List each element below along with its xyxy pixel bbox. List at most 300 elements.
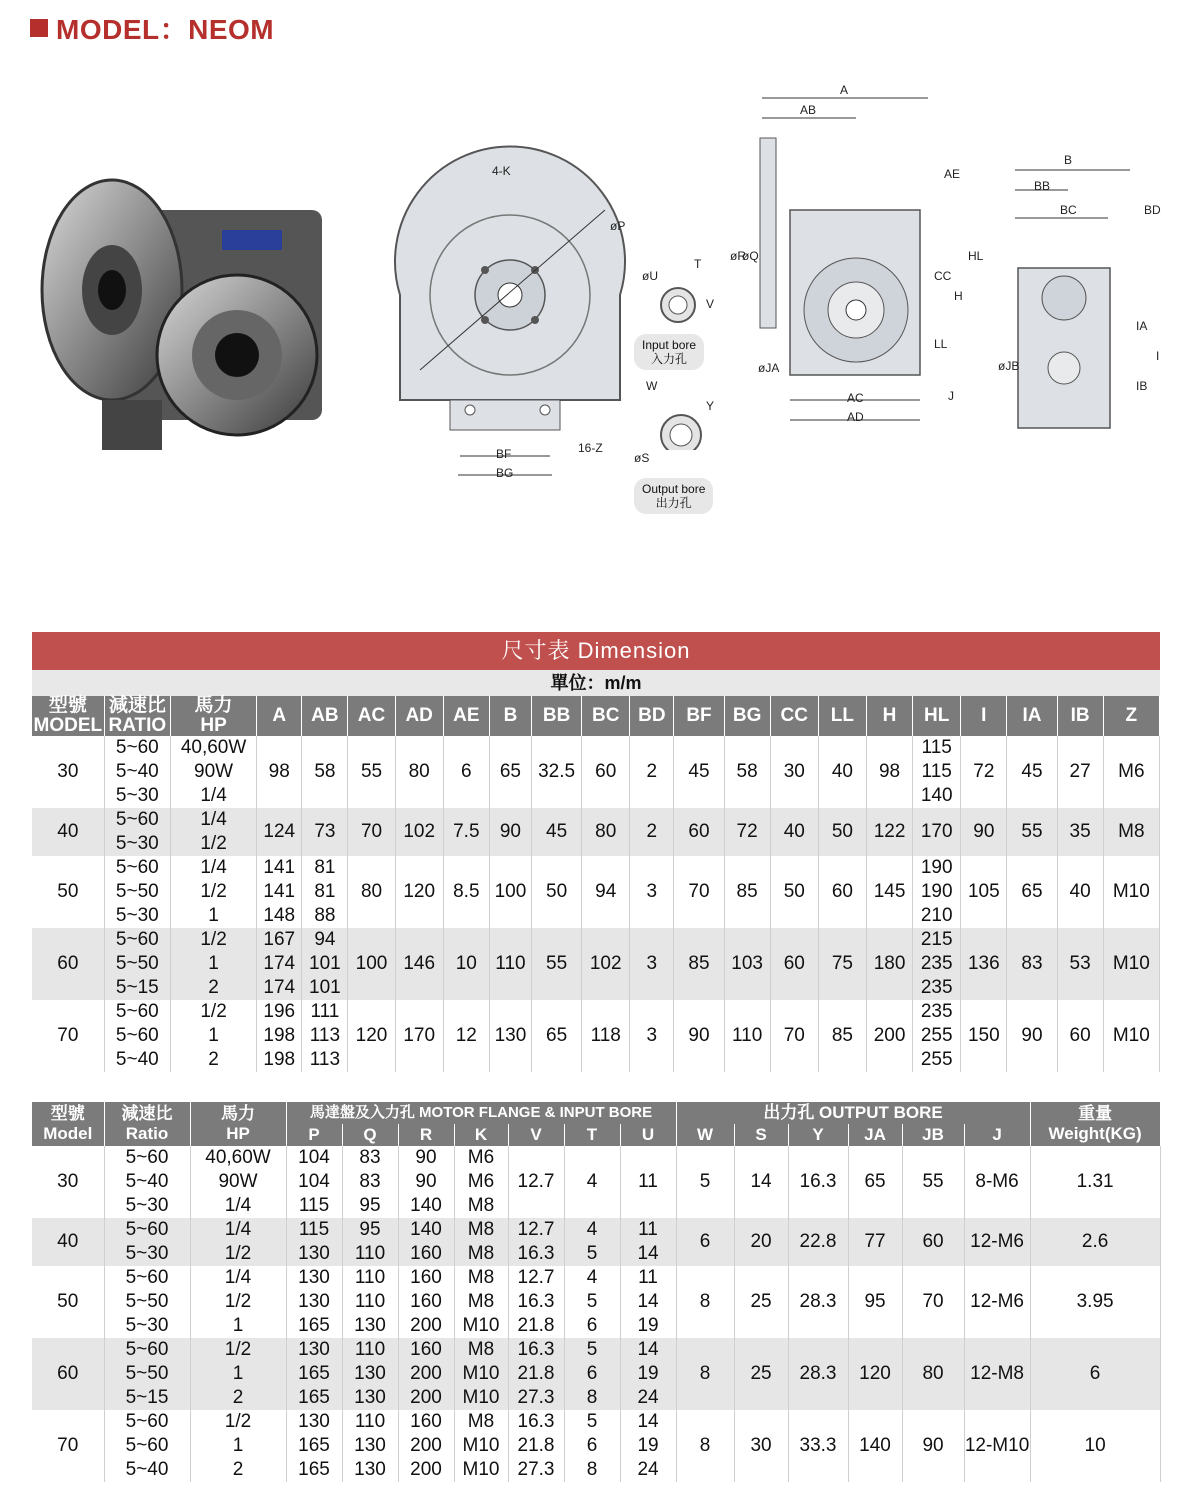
bc-cell: 118 <box>582 1000 630 1072</box>
table-row <box>32 1000 1160 1072</box>
bb-cell: 50 <box>532 856 582 928</box>
svg-text:IB: IB <box>1136 379 1148 393</box>
v-cell-value: 12.7 <box>517 1267 555 1288</box>
q-cell-value: 130 <box>354 1387 386 1408</box>
ab-cell <box>302 1000 348 1072</box>
sub-header: S <box>734 1124 788 1146</box>
w-cell: 8 <box>676 1266 734 1338</box>
ratio-cell-value: 5~60 <box>115 857 159 878</box>
model-cell: 40 <box>32 1218 104 1266</box>
t-cell-value: 5 <box>586 1411 598 1432</box>
ratio-cell-value: 5~60 <box>115 1001 159 1022</box>
hp-cell-value: 1 <box>232 1435 244 1456</box>
k-cell-value: M10 <box>462 1387 500 1408</box>
j-cell: 12-M6 <box>964 1218 1030 1266</box>
hp-cell <box>170 808 256 856</box>
table-row <box>32 1218 1160 1266</box>
hp-cell-value: 1/2 <box>224 1243 252 1264</box>
t-cell-value: 4 <box>586 1267 598 1288</box>
flange-header <box>32 1102 104 1146</box>
v-cell <box>508 1218 564 1266</box>
header-zh: 減速比 <box>108 695 166 716</box>
q-cell-value: 110 <box>354 1291 386 1312</box>
v-cell <box>508 1266 564 1338</box>
weight-cell: 10 <box>1030 1410 1160 1482</box>
ia-cell: 83 <box>1007 928 1057 1000</box>
ratio-cell-value: 5~30 <box>115 905 159 926</box>
a-cell-value: 196 <box>263 1001 296 1022</box>
bg-cell: 110 <box>724 1000 770 1072</box>
header-en: HP <box>226 1124 250 1143</box>
ad-cell: 102 <box>395 808 443 856</box>
hl-cell-value: 210 <box>920 905 953 926</box>
q-cell-value: 95 <box>359 1195 381 1216</box>
ab-cell-value: 81 <box>314 881 336 902</box>
ratio-cell <box>104 1000 170 1072</box>
dimension-header: Z <box>1103 696 1159 736</box>
hl-cell-value: 115 <box>921 761 952 782</box>
k-cell <box>454 1338 508 1410</box>
p-cell <box>286 1410 342 1482</box>
ad-cell: 146 <box>395 928 443 1000</box>
hp-cell-value: 1 <box>232 1363 244 1384</box>
q-cell <box>342 1266 398 1338</box>
p-cell-value: 130 <box>298 1243 330 1264</box>
jb-cell: 90 <box>902 1410 964 1482</box>
ratio-cell <box>104 1338 190 1410</box>
ratio-cell <box>104 1146 190 1218</box>
sub-header: W <box>676 1124 734 1146</box>
sub-header: Y <box>788 1124 848 1146</box>
ja-cell: 65 <box>848 1146 902 1218</box>
w-cell: 6 <box>676 1218 734 1266</box>
bg-cell: 85 <box>724 856 770 928</box>
v-cell: 12.7 <box>508 1146 564 1218</box>
ratio-cell-value: 5~60 <box>125 1435 169 1456</box>
bc-cell: 80 <box>582 808 630 856</box>
hp-cell <box>170 1000 256 1072</box>
hp-cell-value: 40,60W <box>205 1147 271 1168</box>
ratio-cell-value: 5~50 <box>125 1363 169 1384</box>
motor-flange-header: 馬達盤及入力孔 MOTOR FLANGE & INPUT BORE <box>286 1102 676 1124</box>
svg-text:BB: BB <box>1034 179 1051 193</box>
ab-cell <box>302 928 348 1000</box>
ratio-cell-value: 5~60 <box>115 809 159 830</box>
dimension-header: B <box>489 696 531 736</box>
t-cell <box>564 1218 620 1266</box>
r-cell <box>398 1146 454 1218</box>
header-zh: 減速比 <box>121 1104 173 1123</box>
hp-cell-value: 1/4 <box>200 809 227 830</box>
dimension-table-title: 尺寸表 Dimension <box>32 632 1160 670</box>
q-cell-value: 130 <box>354 1435 386 1456</box>
hp-cell <box>170 856 256 928</box>
bg-cell: 72 <box>724 808 770 856</box>
side-view-diagram <box>720 80 1000 430</box>
sub-header: R <box>398 1124 454 1146</box>
bf-cell: 70 <box>674 856 724 928</box>
q-cell-value: 110 <box>354 1243 386 1264</box>
table-row <box>32 856 1160 928</box>
k-cell-value: M8 <box>467 1243 495 1264</box>
z-cell: M10 <box>1103 928 1159 1000</box>
svg-text:AD: AD <box>847 410 864 424</box>
r-cell-value: 200 <box>410 1459 442 1480</box>
flange-table <box>32 1102 1161 1482</box>
w-cell: 5 <box>676 1146 734 1218</box>
u-cell <box>620 1338 676 1410</box>
k-cell-value: M8 <box>467 1411 495 1432</box>
i-cell: 150 <box>961 1000 1007 1072</box>
dimension-header: BG <box>724 696 770 736</box>
q-cell-value: 83 <box>359 1171 381 1192</box>
bf-cell: 85 <box>674 928 724 1000</box>
a-cell: 98 <box>257 736 302 808</box>
dimension-header: IA <box>1007 696 1057 736</box>
ratio-cell-value: 5~40 <box>115 1049 159 1070</box>
hp-cell-value: 2 <box>208 977 219 998</box>
hp-cell-value: 40,60W <box>180 737 247 758</box>
ae-cell: 8.5 <box>443 856 489 928</box>
ratio-cell-value: 5~60 <box>115 1025 159 1046</box>
header-zh: 馬力 <box>194 695 233 716</box>
ad-cell: 80 <box>395 736 443 808</box>
q-cell-value: 130 <box>354 1315 386 1336</box>
svg-text:CC: CC <box>934 269 952 283</box>
u-cell-value: 19 <box>637 1435 659 1456</box>
hl-cell <box>913 856 961 928</box>
ac-cell: 55 <box>348 736 395 808</box>
u-cell-value: 19 <box>637 1363 659 1384</box>
bc-cell: 94 <box>582 856 630 928</box>
k-cell-value: M10 <box>462 1315 500 1336</box>
label-t: T <box>694 257 702 271</box>
model-cell: 50 <box>32 1266 104 1338</box>
hp-cell-value: 2 <box>208 1049 219 1070</box>
hl-cell-value: 235 <box>920 1001 953 1022</box>
u-cell-value: 14 <box>637 1339 659 1360</box>
k-cell-value: M8 <box>467 1291 495 1312</box>
ratio-cell <box>104 928 170 1000</box>
k-cell <box>454 1410 508 1482</box>
ratio-cell <box>104 808 170 856</box>
ib-cell: 40 <box>1057 856 1103 928</box>
title-square-icon <box>30 19 48 37</box>
a-cell <box>257 1000 302 1072</box>
b-cell: 65 <box>489 736 531 808</box>
j-cell: 8-M6 <box>964 1146 1030 1218</box>
dimension-header: I <box>961 696 1007 736</box>
y-cell: 16.3 <box>788 1146 848 1218</box>
v-cell-value: 27.3 <box>517 1459 555 1480</box>
weight-cell: 1.31 <box>1030 1146 1160 1218</box>
bb-cell: 55 <box>532 928 582 1000</box>
header-en: HP <box>200 715 227 736</box>
svg-text:J: J <box>948 389 954 403</box>
s-cell: 20 <box>734 1218 788 1266</box>
k-cell-value: M8 <box>467 1219 495 1240</box>
bf-cell: 45 <box>674 736 724 808</box>
bf-cell: 60 <box>674 808 724 856</box>
dimension-header: H <box>866 696 912 736</box>
hp-cell <box>190 1410 286 1482</box>
header-en: MODEL <box>33 715 103 736</box>
hl-cell-value: 235 <box>920 977 953 998</box>
h-cell: 145 <box>866 856 912 928</box>
ja-cell: 140 <box>848 1410 902 1482</box>
a-cell-value: 174 <box>263 977 296 998</box>
s-cell: 14 <box>734 1146 788 1218</box>
ratio-cell-value: 5~40 <box>125 1171 169 1192</box>
dimension-header: CC <box>770 696 818 736</box>
ad-cell: 120 <box>395 856 443 928</box>
bd-cell: 3 <box>630 928 674 1000</box>
r-cell <box>398 1410 454 1482</box>
jb-cell: 80 <box>902 1338 964 1410</box>
r-cell <box>398 1338 454 1410</box>
svg-text:øJB: øJB <box>998 359 1020 373</box>
cc-cell: 40 <box>770 808 818 856</box>
j-cell: 12-M10 <box>964 1410 1030 1482</box>
hp-cell-value: 1/4 <box>224 1219 252 1240</box>
dimension-header: AC <box>348 696 395 736</box>
ae-cell: 7.5 <box>443 808 489 856</box>
sub-header: Q <box>342 1124 398 1146</box>
ll-cell: 75 <box>818 928 866 1000</box>
hp-cell-value: 2 <box>232 1387 244 1408</box>
v-cell-value: 21.8 <box>517 1363 555 1384</box>
table-row <box>32 1338 1160 1410</box>
b-cell: 110 <box>489 928 531 1000</box>
ratio-cell-value: 5~40 <box>115 761 159 782</box>
ae-cell: 6 <box>443 736 489 808</box>
model-cell: 50 <box>32 856 104 928</box>
cc-cell: 60 <box>770 928 818 1000</box>
flange-header <box>1030 1102 1160 1146</box>
bg-cell: 103 <box>724 928 770 1000</box>
t-cell-value: 4 <box>586 1219 598 1240</box>
svg-text:A: A <box>840 83 849 97</box>
k-cell-value: M10 <box>462 1363 500 1384</box>
hp-cell-value: 1/2 <box>200 881 227 902</box>
p-cell-value: 104 <box>298 1147 330 1168</box>
label-4k: 4-K <box>492 164 511 178</box>
cc-cell: 70 <box>770 1000 818 1072</box>
ab-cell-value: 94 <box>314 929 336 950</box>
q-cell-value: 110 <box>354 1339 386 1360</box>
hp-cell-value: 1 <box>208 953 219 974</box>
ratio-cell-value: 5~60 <box>125 1219 169 1240</box>
ratio-cell-value: 5~60 <box>125 1267 169 1288</box>
u-cell-value: 14 <box>637 1291 659 1312</box>
dimension-header <box>170 696 256 736</box>
ratio-cell-value: 5~50 <box>125 1291 169 1312</box>
jb-cell: 70 <box>902 1266 964 1338</box>
r-cell-value: 140 <box>410 1195 442 1216</box>
cc-cell: 50 <box>770 856 818 928</box>
v-cell-value: 27.3 <box>517 1387 555 1408</box>
ll-cell: 50 <box>818 808 866 856</box>
k-cell-value: M10 <box>462 1435 500 1456</box>
k-cell-value: M6 <box>467 1147 495 1168</box>
dimension-header: HL <box>913 696 961 736</box>
r-cell-value: 90 <box>415 1171 437 1192</box>
bc-cell: 102 <box>582 928 630 1000</box>
v-cell-value: 16.3 <box>517 1291 555 1312</box>
p-cell <box>286 1218 342 1266</box>
hp-cell-value: 1/4 <box>224 1195 252 1216</box>
model-cell: 40 <box>32 808 104 856</box>
header-en: Model <box>43 1124 93 1143</box>
i-cell: 90 <box>961 808 1007 856</box>
hp-cell <box>190 1338 286 1410</box>
k-cell-value: M8 <box>467 1267 495 1288</box>
a-cell-value: 167 <box>263 929 296 950</box>
bg-cell: 58 <box>724 736 770 808</box>
svg-text:AC: AC <box>847 391 864 405</box>
t-cell-value: 6 <box>586 1435 598 1456</box>
t-cell-value: 6 <box>586 1363 598 1384</box>
svg-text:BC: BC <box>1060 203 1077 217</box>
label-v: V <box>706 297 715 311</box>
t-cell: 4 <box>564 1146 620 1218</box>
z-cell: M10 <box>1103 856 1159 928</box>
ab-cell-value: 113 <box>309 1025 341 1046</box>
r-cell-value: 200 <box>410 1387 442 1408</box>
dimension-table-section <box>32 632 1160 1072</box>
u-cell <box>620 1410 676 1482</box>
y-cell: 28.3 <box>788 1338 848 1410</box>
hl-cell-value: 190 <box>920 881 953 902</box>
sub-header: T <box>564 1124 620 1146</box>
svg-text:IA: IA <box>1136 319 1148 333</box>
hl-cell <box>913 928 961 1000</box>
s-cell: 30 <box>734 1410 788 1482</box>
hl-cell-value: 255 <box>920 1049 953 1070</box>
ll-cell: 60 <box>818 856 866 928</box>
model-cell: 70 <box>32 1410 104 1482</box>
t-cell <box>564 1266 620 1338</box>
r-cell-value: 160 <box>410 1411 442 1432</box>
hp-cell <box>190 1146 286 1218</box>
i-cell: 72 <box>961 736 1007 808</box>
k-cell <box>454 1146 508 1218</box>
a-cell: 124 <box>257 808 302 856</box>
ab-cell: 58 <box>302 736 348 808</box>
r-cell <box>398 1218 454 1266</box>
p-cell-value: 104 <box>298 1171 330 1192</box>
svg-text:H: H <box>954 289 963 303</box>
ab-cell-value: 113 <box>309 1049 341 1070</box>
dimension-header: A <box>257 696 302 736</box>
ib-cell: 60 <box>1057 1000 1103 1072</box>
ib-cell: 27 <box>1057 736 1103 808</box>
ratio-cell-value: 5~40 <box>125 1459 169 1480</box>
q-cell-value: 110 <box>354 1411 386 1432</box>
r-cell-value: 160 <box>410 1339 442 1360</box>
svg-text:øQ: øQ <box>742 249 759 263</box>
dimension-header: BB <box>532 696 582 736</box>
header-zh: 型號 <box>50 1104 85 1123</box>
table-row <box>32 736 1160 808</box>
hp-cell-value: 1/4 <box>200 785 227 806</box>
hp-cell-value: 1/2 <box>200 929 227 950</box>
t-cell <box>564 1338 620 1410</box>
w-cell: 8 <box>676 1338 734 1410</box>
ib-cell: 53 <box>1057 928 1103 1000</box>
bf-cell: 90 <box>674 1000 724 1072</box>
ratio-cell-value: 5~60 <box>125 1147 169 1168</box>
hp-cell-value: 1 <box>208 1025 219 1046</box>
ab-cell-value: 101 <box>309 953 341 974</box>
svg-text:B: B <box>1064 153 1073 167</box>
ab-cell-value: 81 <box>314 857 336 878</box>
bb-cell: 65 <box>532 1000 582 1072</box>
ja-cell: 120 <box>848 1338 902 1410</box>
h-cell: 98 <box>866 736 912 808</box>
ad-cell: 170 <box>395 1000 443 1072</box>
end-view-diagram <box>990 80 1170 440</box>
b-cell: 90 <box>489 808 531 856</box>
hl-cell-value: 255 <box>920 1025 953 1046</box>
p-cell <box>286 1146 342 1218</box>
a-cell-value: 198 <box>263 1025 296 1046</box>
k-cell-value: M6 <box>467 1171 495 1192</box>
hl-cell: 170 <box>913 808 961 856</box>
input-bore-tag: Input bore 入力孔 <box>634 334 704 370</box>
ia-cell: 55 <box>1007 808 1057 856</box>
u-cell-value: 11 <box>638 1267 658 1288</box>
svg-text:AE: AE <box>944 167 961 181</box>
ac-cell: 120 <box>348 1000 395 1072</box>
v-cell-value: 21.8 <box>517 1315 555 1336</box>
t-cell-value: 5 <box>586 1339 598 1360</box>
dimension-table-unit: 單位：m/m <box>32 670 1160 696</box>
ab-cell: 73 <box>302 808 348 856</box>
ratio-cell <box>104 1410 190 1482</box>
q-cell-value: 83 <box>359 1147 381 1168</box>
u-cell-value: 11 <box>638 1219 658 1240</box>
ab-cell-value: 88 <box>314 905 336 926</box>
table-row <box>32 928 1160 1000</box>
header-zh: 重量 <box>1078 1104 1113 1123</box>
k-cell-value: M10 <box>462 1459 500 1480</box>
q-cell <box>342 1338 398 1410</box>
header-en: Ratio <box>125 1124 169 1143</box>
k-cell-value: M8 <box>467 1339 495 1360</box>
y-cell: 28.3 <box>788 1266 848 1338</box>
hl-cell <box>913 736 961 808</box>
p-cell-value: 115 <box>298 1195 330 1216</box>
s-cell: 25 <box>734 1338 788 1410</box>
v-cell-value: 16.3 <box>517 1339 555 1360</box>
jb-cell: 60 <box>902 1218 964 1266</box>
p-cell-value: 165 <box>298 1387 330 1408</box>
a-cell-value: 141 <box>263 857 296 878</box>
sub-header: JB <box>902 1124 964 1146</box>
u-cell-value: 24 <box>637 1459 659 1480</box>
label-bg: BG <box>496 466 514 480</box>
q-cell <box>342 1146 398 1218</box>
dimension-header: BD <box>630 696 674 736</box>
cc-cell: 30 <box>770 736 818 808</box>
a-cell-value: 141 <box>263 881 296 902</box>
jb-cell: 55 <box>902 1146 964 1218</box>
header-zh: 馬力 <box>221 1104 255 1123</box>
ab-cell <box>302 856 348 928</box>
v-cell-value: 16.3 <box>517 1411 555 1432</box>
ratio-cell-value: 5~30 <box>125 1315 169 1336</box>
